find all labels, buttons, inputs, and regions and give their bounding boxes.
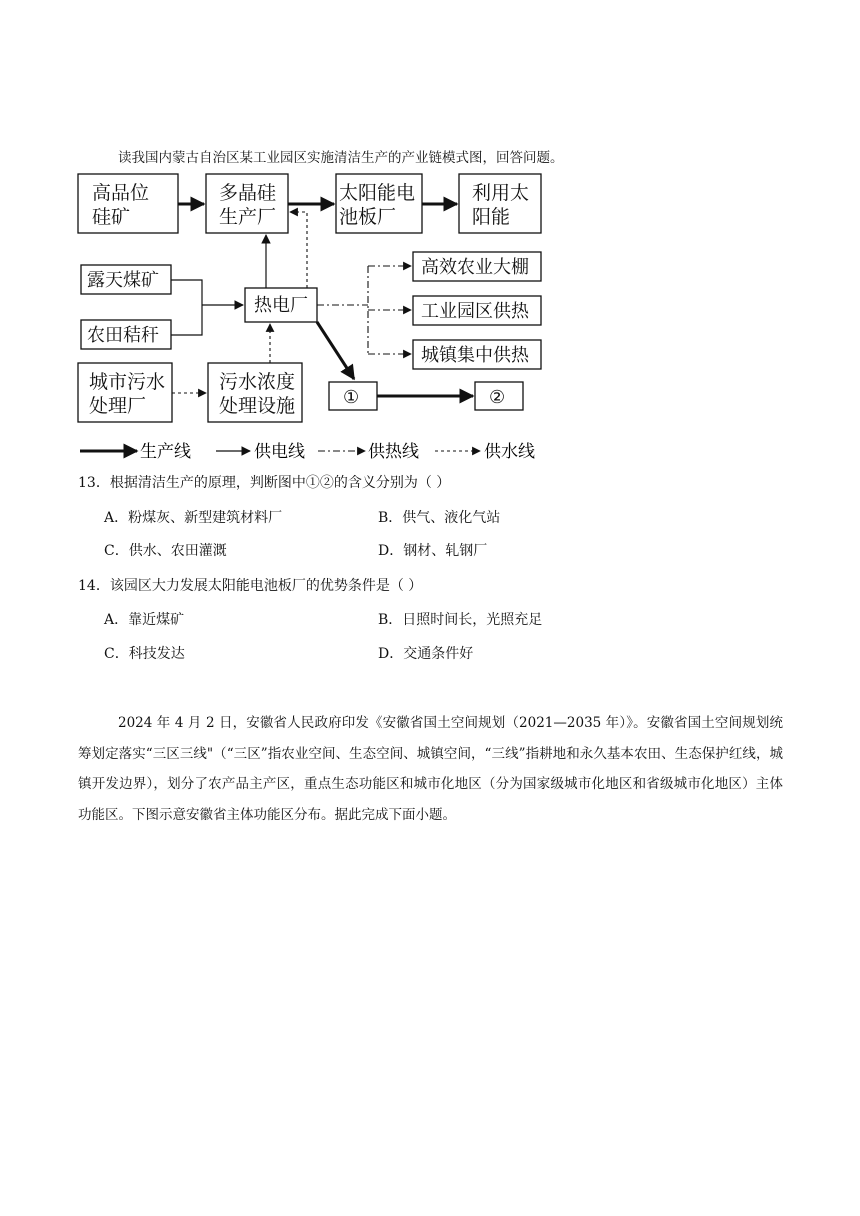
straw-label: 农田秸秆 [87, 325, 159, 346]
unknown-1-label: ① [343, 387, 360, 408]
sewage-label-1: 城市污水 [89, 371, 166, 393]
town-heating-label: 城镇集中供热 [421, 345, 529, 366]
silica-label-1: 高品位 [92, 182, 150, 204]
coal-connector [171, 280, 202, 335]
industrial-heating-label: 工业园区供热 [421, 301, 529, 322]
question-13-option-d[interactable]: D．钢材、轧钢厂 [378, 543, 488, 559]
question-13-option-c[interactable]: C．供水、农田灌溉 [104, 543, 227, 559]
polysilicon-label-1: 多晶硅 [219, 182, 277, 204]
question-13-stem: 13．根据清洁生产的原理，判断图中①②的含义分别为（ ） [78, 475, 451, 491]
legend [80, 442, 535, 462]
coal-label: 露天煤矿 [87, 270, 159, 291]
power-plant-label: 热电厂 [254, 295, 308, 316]
legend-power-label: 供电线 [254, 442, 305, 462]
legend-production-label: 生产线 [140, 442, 191, 462]
treatment-label-2: 处理设施 [219, 395, 296, 417]
question-14-option-d[interactable]: D．交通条件好 [378, 646, 474, 662]
water-arrow-polysilicon [290, 212, 307, 288]
question-13-option-a[interactable]: A．粉煤灰、新型建筑材料厂 [104, 510, 283, 526]
treatment-label-1: 污水浓度 [219, 371, 296, 393]
context-paragraph: 2024 年 4 月 2 日，安徽省人民政府印发《安徽省国土空间规划（2021—2035 年）》。安徽省国土空间规划统筹划定落实“三区三线"（“三区”指农业空间、生态空间、城镇空间，“三线”指耕地和永久基本农田、生态保护红线，城镇开发边界），划分了农产品主产区，重点生态功能区和城市化地区（分为国家级城市化地区和省级城市化地区）主体功能区。下图示意安徽省主体功能区分布。据此完成下面小题。 [78, 715, 783, 823]
unknown-2-label: ② [489, 387, 506, 408]
polysilicon-label-2: 生产厂 [219, 206, 277, 228]
industry-chain-diagram [0, 165, 860, 465]
use-solar-label-2: 阳能 [472, 206, 511, 228]
solar-panel-label-2: 池板厂 [339, 206, 397, 228]
question-14-option-b[interactable]: B．日照时间长，光照充足 [378, 612, 543, 628]
legend-water-label: 供水线 [484, 442, 535, 462]
solar-panel-label-1: 太阳能电 [339, 182, 416, 204]
question-14-option-c[interactable]: C．科技发达 [104, 646, 185, 662]
question-14-stem: 14．该园区大力发展太阳能电池板厂的优势条件是（ ） [78, 578, 423, 594]
legend-heat-label: 供热线 [368, 442, 419, 462]
greenhouse-label: 高效农业大棚 [421, 257, 529, 278]
question-14-option-a[interactable]: A．靠近煤矿 [104, 612, 185, 628]
intro-text: 读我国内蒙古自治区某工业园区实施清洁生产的产业链模式图，回答问题。 [118, 150, 564, 166]
question-13-option-b[interactable]: B．供气、液化气站 [378, 510, 501, 526]
silica-label-2: 硅矿 [92, 206, 131, 228]
production-arrow-4 [317, 322, 354, 379]
sewage-label-2: 处理厂 [89, 395, 147, 417]
use-solar-label-1: 利用太 [472, 182, 530, 204]
